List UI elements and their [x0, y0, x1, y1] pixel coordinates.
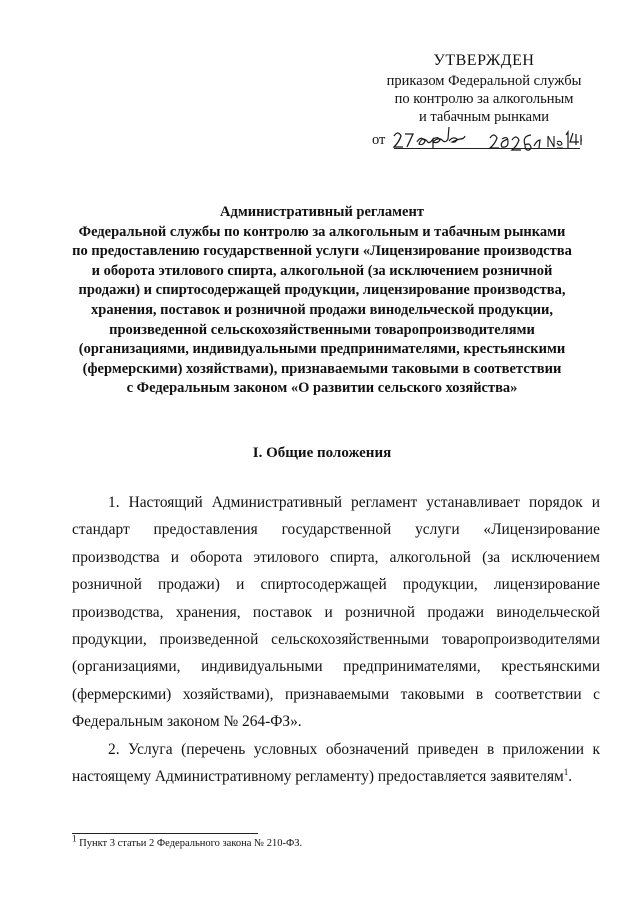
approval-line: и табачным рынками	[418, 109, 550, 125]
title-line: (организациями, индивидуальными предпринимателями, крестьянскими	[78, 341, 566, 358]
title-line: по предоставлению государственной услуги «Лицензирование производства	[72, 243, 572, 260]
title-line: Федеральной службы по контролю за алкогольным и табачным рынками	[78, 223, 566, 240]
body-text	[72, 489, 600, 790]
document-title	[66, 203, 578, 399]
paragraph-1: 1. Настоящий Административный регламент устанавливает порядок и стандарт предоставления государственной услуги «Лицензирование производства и оборота этилового спирта, алкогольной (за исключением розничной продажи) и спиртосодержащей продукции, лицензирование производства, хранения, поставок и розничной продажи винодельческой продукции, произведенной сельскохозяйственными товаропроизводителями (организациями, индивидуальными предпринимателями, крестьянскими (фермерскими) хозяйствами), признаваемыми таковыми в соответствии с Федеральным законом № 264-ФЗ».	[72, 494, 600, 731]
paragraph-2-text: 2. Услуга (перечень условных обозначений приведен в приложении к настоящему Административному регламенту) предоставляется заявителям	[72, 740, 600, 786]
footnote-text: Пункт 3 статьи 2 Федерального закона № 210-ФЗ.	[76, 838, 303, 849]
order-prefix: от	[372, 132, 386, 148]
footnote-ref: 1	[563, 766, 569, 777]
order-date-line	[372, 128, 584, 150]
section-heading: I. Общие положения	[252, 445, 392, 461]
approval-heading: УТВЕРЖДЕН	[433, 52, 535, 69]
footnote-marker: 1	[72, 833, 77, 844]
footnote	[72, 833, 303, 849]
title-line: и оборота этилового спирта, алкогольной (за исключением розничной	[91, 262, 553, 279]
title-line: произведенной сельскохозяйственными товаропроизводителями	[109, 321, 535, 338]
approval-line: по контролю за алкогольным	[394, 91, 574, 107]
footnote-divider	[72, 833, 258, 834]
approval-block	[366, 52, 602, 126]
paragraph-2-end: .	[568, 768, 573, 786]
title-line: хранения, поставок и розничной продажи винодельческой продукции,	[91, 301, 553, 318]
title-line: продажи) и спиртосодержащей продукции, лицензирование производства,	[78, 282, 566, 299]
title-line: (фермерскими) хозяйствами), признаваемыми таковыми в соответствии	[82, 360, 562, 377]
approval-line: приказом Федеральной службы	[386, 73, 582, 89]
order-underline	[394, 148, 580, 149]
title-line: Административный регламент	[220, 204, 424, 220]
paragraph-2	[72, 736, 600, 791]
title-line: с Федеральным законом «О развитии сельского хозяйства»	[126, 380, 518, 397]
